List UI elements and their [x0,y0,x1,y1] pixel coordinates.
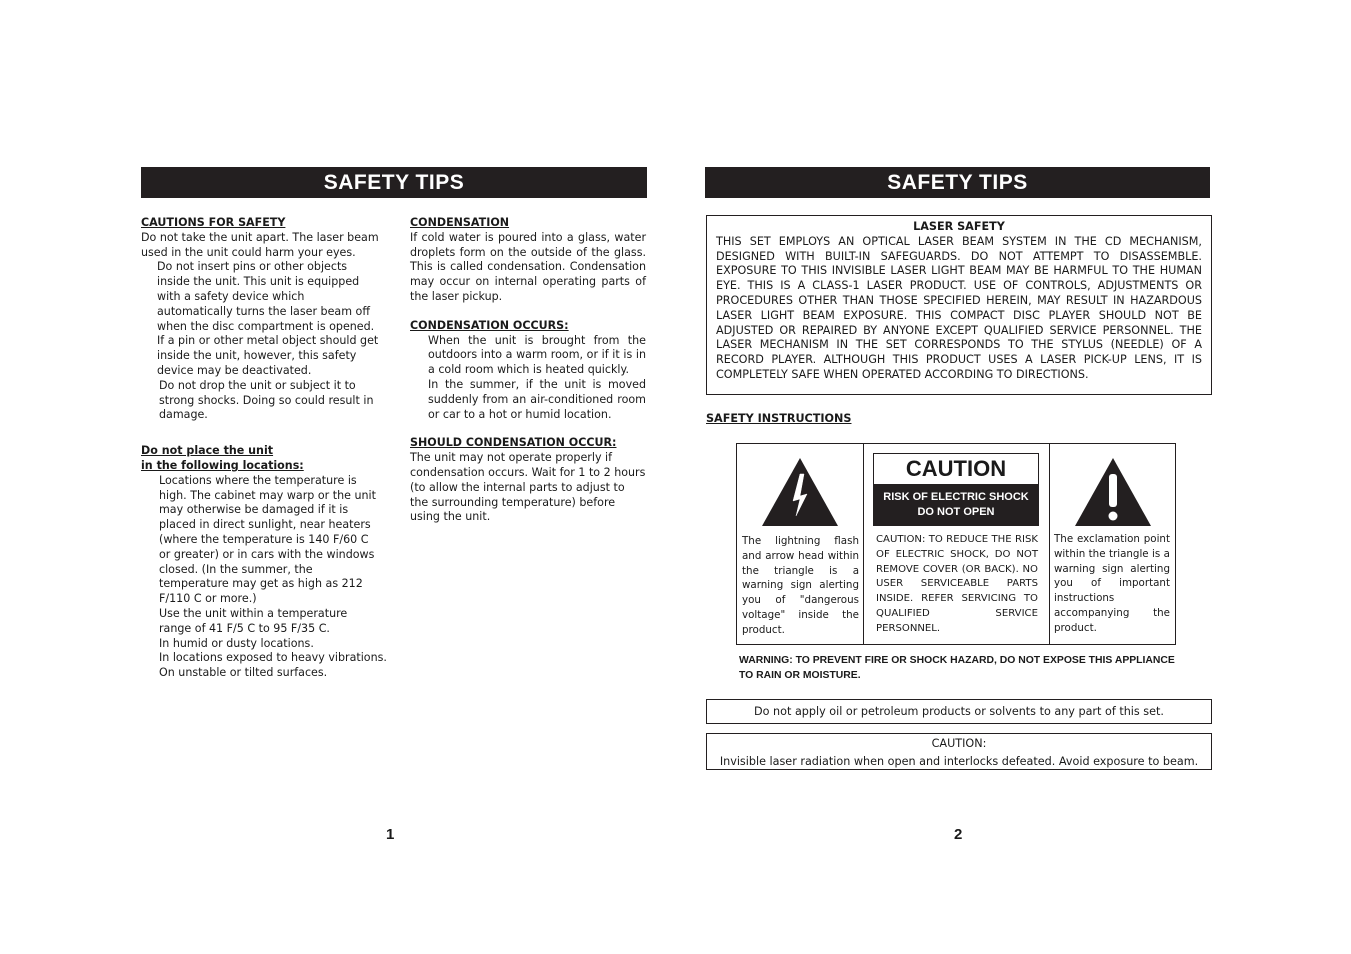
lightning-warning-icon [760,456,840,528]
page-number: 1 [386,826,395,843]
condensation-text: If cold water is poured into a glass, water droplets form on the outside of the glass. This is called condensation. Condensation may occur on internal operating parts of the laser pickup. [410,230,646,303]
caution-cell [864,444,1050,644]
laser-safety-text: THIS SET EMPLOYS AN OPTICAL LASER BEAM SYSTEM IN THE CD MECHANISM, DESIGNED WITH BUILT-IN SAFEGUARDS. DO NOT ATTEMPT TO DISASSEMBLE. EXPOSURE TO THIS INVISIBLE LASER LIGHT BEAM MAY BE HARMFUL TO THE HUMAN EYE. THIS IS A CLASS-1 LASER PRODUCT. USE OF CONTROLS, ADJUSTMENTS OR PROCEDURES OTHER THAN THOSE SPECIFIED HEREIN, MAY RESULT IN HAZARDOUS LASER LIGHT BEAM EXPOSURE. THIS COMPACT DISC PLAYER SHOULD NOT BE ADJUSTED OR REPAIRED BY ANYONE EXCEPT QUALIFIED SERVICE PERSONNEL. THE LASER MECHANISM IN THE SET CORRESPONDS TO THE STYLUS (NEEDLE) OF A RECORD PLAYER. ALTHOUGH THIS PRODUCT USES A LASER PICK-UP LENS, IT IS COMPLETELY SAFE WHEN OPERATED ACCORDING TO DIRECTIONS. [716,234,1202,381]
locations-item: In locations exposed to heavy vibrations. [159,651,387,665]
caution-label [873,453,1039,526]
caution-word: CAUTION [905,456,1007,481]
laser-caution-text: Invisible laser radiation when open and interlocks defeated. Avoid exposure to beam. [719,755,1199,768]
cautions-item: Do not insert pins or other objects inside the unit. This unit is equipped with a safety device which automatically turns the laser beam off when the disc compartment is opened. If a pin or other metal object should get inside the unit, however, this safety device may be deactivated. [157,260,379,377]
page-number: 2 [954,826,963,843]
occurs-item: In the summer, if the unit is moved suddenly from an air-conditioned room or car to a hot or humid location. [428,377,646,421]
laser-caution-box [706,733,1212,770]
safety-instructions-title: SAFETY INSTRUCTIONS [706,412,852,425]
warning-line: TO RAIN OR MOISTURE. [739,670,861,681]
cautions-item: Do not drop the unit or subject it to strong shocks. Doing so could result in damage. [159,378,374,422]
locations-item: In humid or dusty locations. [159,636,314,650]
should-text: The unit may not operate properly if condensation occurs. Wait for 1 to 2 hours (to allow the internal parts to adjust to the surrounding temperature) before using the unit. [410,451,646,524]
locations-item: Use the unit within a temperature range of 41 F/5 C to 95 F/35 C. [159,606,348,635]
page1-header: SAFETY TIPS [141,167,647,198]
exclamation-cell [1050,444,1175,644]
laser-safety-title: LASER SAFETY [913,220,1005,233]
warning-line: WARNING: TO PREVENT FIRE OR SHOCK HAZARD, DO NOT EXPOSE THIS APPLIANCE [739,655,1175,666]
oil-notice-box [706,699,1212,724]
caution-band-line: DO NOT OPEN [917,506,995,518]
locations-title: Do not place the unit [141,444,274,458]
warning-statement [739,653,1189,683]
oil-notice-text: Do not apply oil or petroleum products or solvents to any part of this set. [754,705,1164,718]
occurs-item: When the unit is brought from the outdoors into a warm room, or if it is in a cold room which is heated quickly. [428,333,646,377]
laser-caution-title: CAUTION: [931,737,987,750]
caution-text: CAUTION: TO REDUCE THE RISK OF ELECTRIC SHOCK, DO NOT REMOVE COVER (OR BACK). NO USER SERVICEABLE PARTS INSIDE. REFER SERVICING TO QUALIFIED SERVICE PERSONNEL. [876,534,1038,634]
page1-left-column [141,216,387,681]
locations-title: in the following locations: [141,458,304,472]
page1-right-column [410,216,646,525]
lightning-cell [737,444,864,644]
occurs-title: CONDENSATION OCCURS: [410,318,569,332]
locations-item: Locations where the temperature is high. The cabinet may warp or the unit may otherwise be damaged if it is placed in direct sunlight, near heaters (where the temperature is 140 F/60 C or greater) or in cars with the windows closed. (In the summer, the temperature may get as high as 212 F/110 C or more.) [159,473,376,606]
laser-safety-box [706,215,1212,395]
caution-band-line: RISK OF ELECTRIC SHOCK [883,491,1029,503]
page2-header: SAFETY TIPS [705,167,1210,198]
exclamation-text: The exclamation point within the triangle is a warning sign alerting you of important instructions accompanying the product. [1054,533,1170,634]
cautions-title: CAUTIONS FOR SAFETY [141,216,286,229]
locations-item: On unstable or tilted surfaces. [159,666,328,680]
exclamation-warning-icon [1073,456,1153,528]
warning-symbols-table [736,443,1176,645]
should-title: SHOULD CONDENSATION OCCUR: [410,436,617,450]
caution-band [874,484,1038,525]
condensation-title: CONDENSATION [410,216,510,229]
lightning-text: The lightning flash and arrow head within the triangle is a warning sign alerting you of "dangerous voltage" inside the product. [742,535,859,636]
cautions-intro: Do not take the unit apart. The laser beam used in the unit could harm your eyes. [141,230,379,259]
